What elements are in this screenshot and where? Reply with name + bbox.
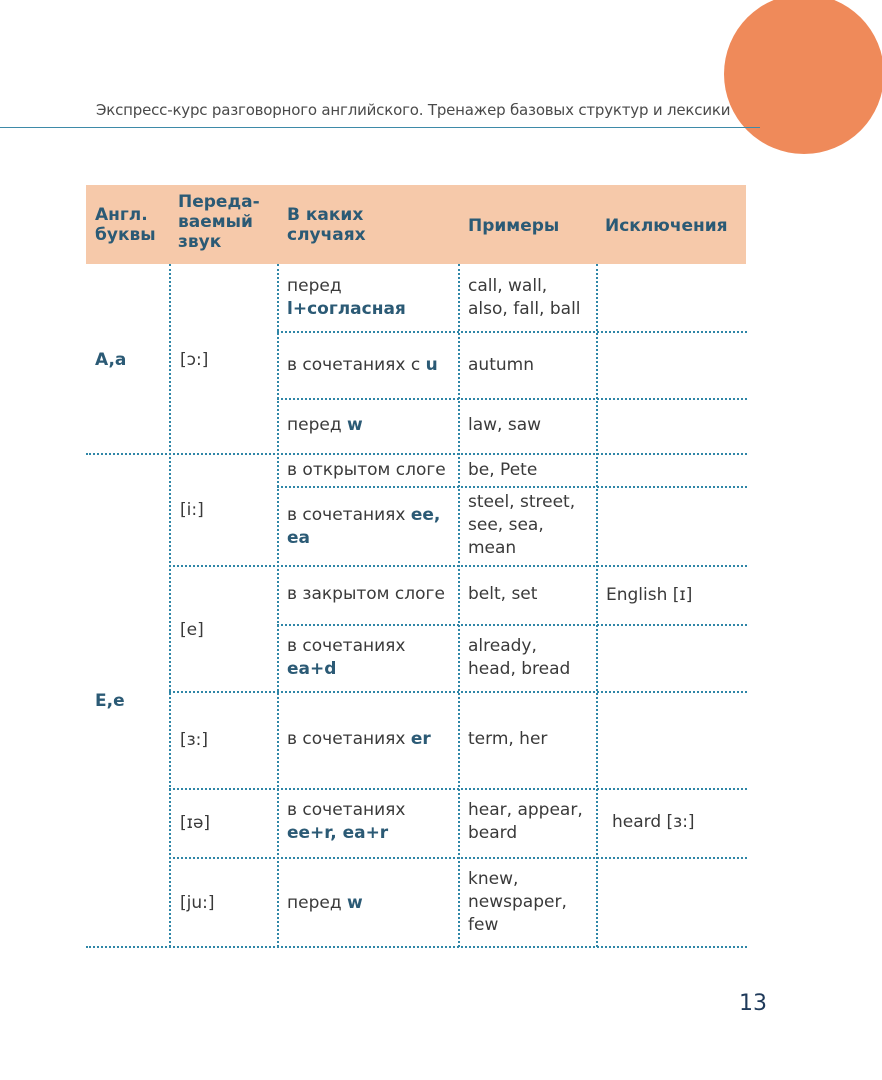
col-exceptions: Исключения (605, 216, 728, 236)
row-divider (169, 857, 747, 859)
example-cell: steel, street, see, sea, mean (468, 492, 576, 558)
col-examples: Примеры (468, 216, 560, 236)
example-cell: knew, newspaper, few (468, 869, 567, 935)
example-cell: be, Pete (468, 460, 538, 480)
case-cell: в сочетаниях с u (287, 355, 438, 375)
exception-cell: English [ɪ] (606, 585, 693, 605)
example-cell: hear, appear, beard (468, 800, 583, 843)
col-sound: Переда- ваемый звук (178, 192, 260, 252)
sound-cell: [ɪə] (180, 813, 211, 833)
header-rule (0, 127, 760, 128)
case-cell: перед w (287, 415, 363, 435)
case-cell: в открытом слоге (287, 460, 446, 480)
page-header: Экспресс-курс разговорного английского. Тренажер базовых структур и лексики (96, 101, 731, 119)
sound-cell: [e] (180, 620, 204, 640)
decorative-circle (724, 0, 882, 154)
row-divider (86, 946, 747, 948)
page-number: 13 (739, 991, 767, 1016)
letter-a: A,a (95, 350, 127, 370)
sound-cell: [i:] (180, 500, 204, 520)
col-divider (277, 264, 279, 947)
example-cell: law, saw (468, 415, 542, 435)
example-cell: belt, set (468, 584, 538, 604)
exception-cell: heard [з:] (612, 812, 695, 832)
sound-cell: [з:] (180, 730, 209, 750)
letter-e: E,e (95, 691, 125, 711)
example-cell: already, head, bread (468, 636, 571, 679)
case-cell: в сочетаниях ee, ea (287, 505, 441, 548)
col-divider (169, 264, 171, 947)
case-cell: в сочетаниях ea+d (287, 636, 406, 679)
col-divider (458, 264, 460, 947)
example-cell: autumn (468, 355, 534, 375)
case-cell: в сочетаниях ee+r, ea+r (287, 800, 406, 843)
col-cases: В каких случаях (287, 205, 366, 245)
col-letters: Англ. буквы (95, 205, 156, 245)
case-cell: перед w (287, 893, 363, 913)
case-cell: перед l+согласная (287, 276, 406, 319)
row-divider (169, 565, 747, 567)
row-divider (277, 624, 747, 626)
row-divider (277, 486, 747, 488)
row-divider (277, 331, 747, 333)
example-cell: call, wall, also, fall, ball (468, 276, 581, 319)
case-cell: в закрытом слоге (287, 584, 445, 604)
row-divider (169, 691, 747, 693)
example-cell: term, her (468, 729, 548, 749)
row-divider (86, 453, 747, 455)
sound-cell: [ju:] (180, 893, 215, 913)
case-cell: в сочетаниях er (287, 729, 431, 749)
sound-cell: [ɔ:] (180, 350, 209, 370)
row-divider (169, 788, 747, 790)
row-divider (277, 398, 747, 400)
col-divider (596, 264, 598, 947)
